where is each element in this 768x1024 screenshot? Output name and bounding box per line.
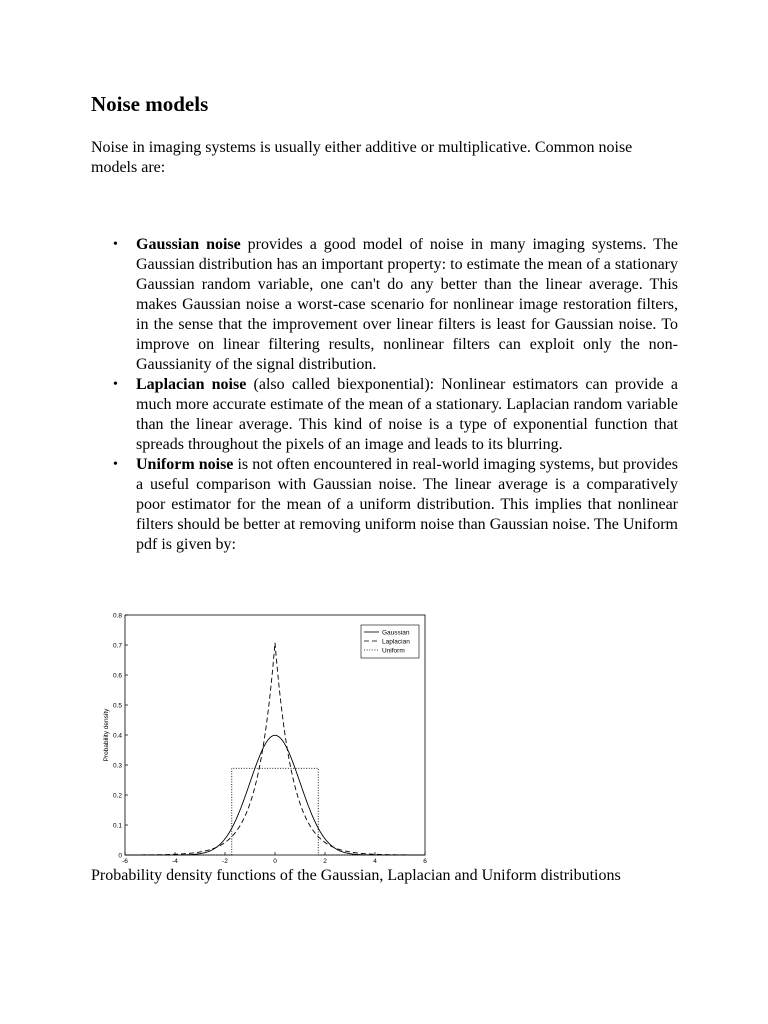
bullet-text: provides a good model of noise in many imaging systems. The Gaussian distribution has an important property: to estimate the mean of a stationary Gaussian random variable, one can't do any better than the linear average. This makes Gaussian noise a worst-case scenario for nonlinear image restoration filters, in the sense that the improvement over linear filters is least for Gaussian noise. To improve on linear filtering results, nonlinear filters can exploit only the non-Gaussianity of the signal distribution. [136, 236, 679, 373]
y-tick-label: 0.1 [112, 822, 122, 830]
x-tick-label: -4 [172, 858, 178, 865]
y-tick-label: 0.7 [112, 642, 122, 650]
noise-model-list [91, 235, 678, 555]
x-tick-label: 6 [423, 858, 427, 865]
series-line-laplacian [125, 643, 425, 855]
figure-caption: Probability density functions of the Gaussian, Laplacian and Uniform distributions [91, 867, 621, 884]
bullet-text: is not often encountered in real-world imaging systems, but provides a useful comparison with Gaussian noise. The linear average is a comparatively poor estimator for the mean of a uniform distribution. This implies that nonlinear filters should be better at removing uniform noise than Gaussian noise. The Uniform pdf is given by: [136, 456, 679, 553]
pdf-chart [100, 605, 430, 865]
y-tick-label: 0.4 [112, 732, 122, 740]
x-tick-label: 4 [373, 858, 377, 865]
bullet-term: Uniform noise [136, 456, 234, 473]
bullet-icon: • [113, 377, 118, 392]
bullet-term: Laplacian noise [136, 376, 247, 393]
intro-paragraph: Noise in imaging systems is usually either additive or multiplicative. Common noise models are: [91, 139, 633, 176]
legend-label: Gaussian [382, 629, 410, 637]
x-tick-label: 0 [273, 858, 277, 865]
page-title: Noise models [91, 92, 209, 116]
x-tick-label: -6 [122, 858, 128, 865]
legend-label: Uniform [382, 647, 405, 655]
bullet-text: (also called biexponential): Nonlinear estimators can provide a much more accurate estimate of the mean of a stationary. Laplacian random variable than the linear average. This kind of noise is a type of exponential function that spreads throughout the pixels of an image and leads to its blurring. [136, 376, 679, 453]
series-line-gaussian [125, 735, 425, 855]
pdf-chart-svg [100, 605, 430, 865]
y-axis-label: Probability density [103, 708, 110, 762]
y-tick-label: 0.5 [112, 702, 122, 710]
y-tick-label: 0.2 [112, 792, 122, 800]
bullet-icon: • [113, 237, 118, 252]
list-item-laplacian [91, 375, 678, 455]
y-tick-label: 0.6 [112, 672, 122, 680]
legend-label: Laplacian [382, 638, 410, 646]
y-tick-label: 0 [118, 852, 122, 860]
y-tick-label: 0.8 [112, 612, 122, 620]
x-tick-label: 2 [323, 858, 327, 865]
bullet-term: Gaussian noise [136, 236, 241, 253]
x-tick-label: -2 [222, 858, 228, 865]
list-item-uniform [91, 455, 678, 555]
series-line-uniform [125, 768, 425, 855]
bullet-icon: • [113, 457, 118, 472]
y-tick-label: 0.3 [112, 762, 122, 770]
list-item-gaussian [91, 235, 678, 375]
